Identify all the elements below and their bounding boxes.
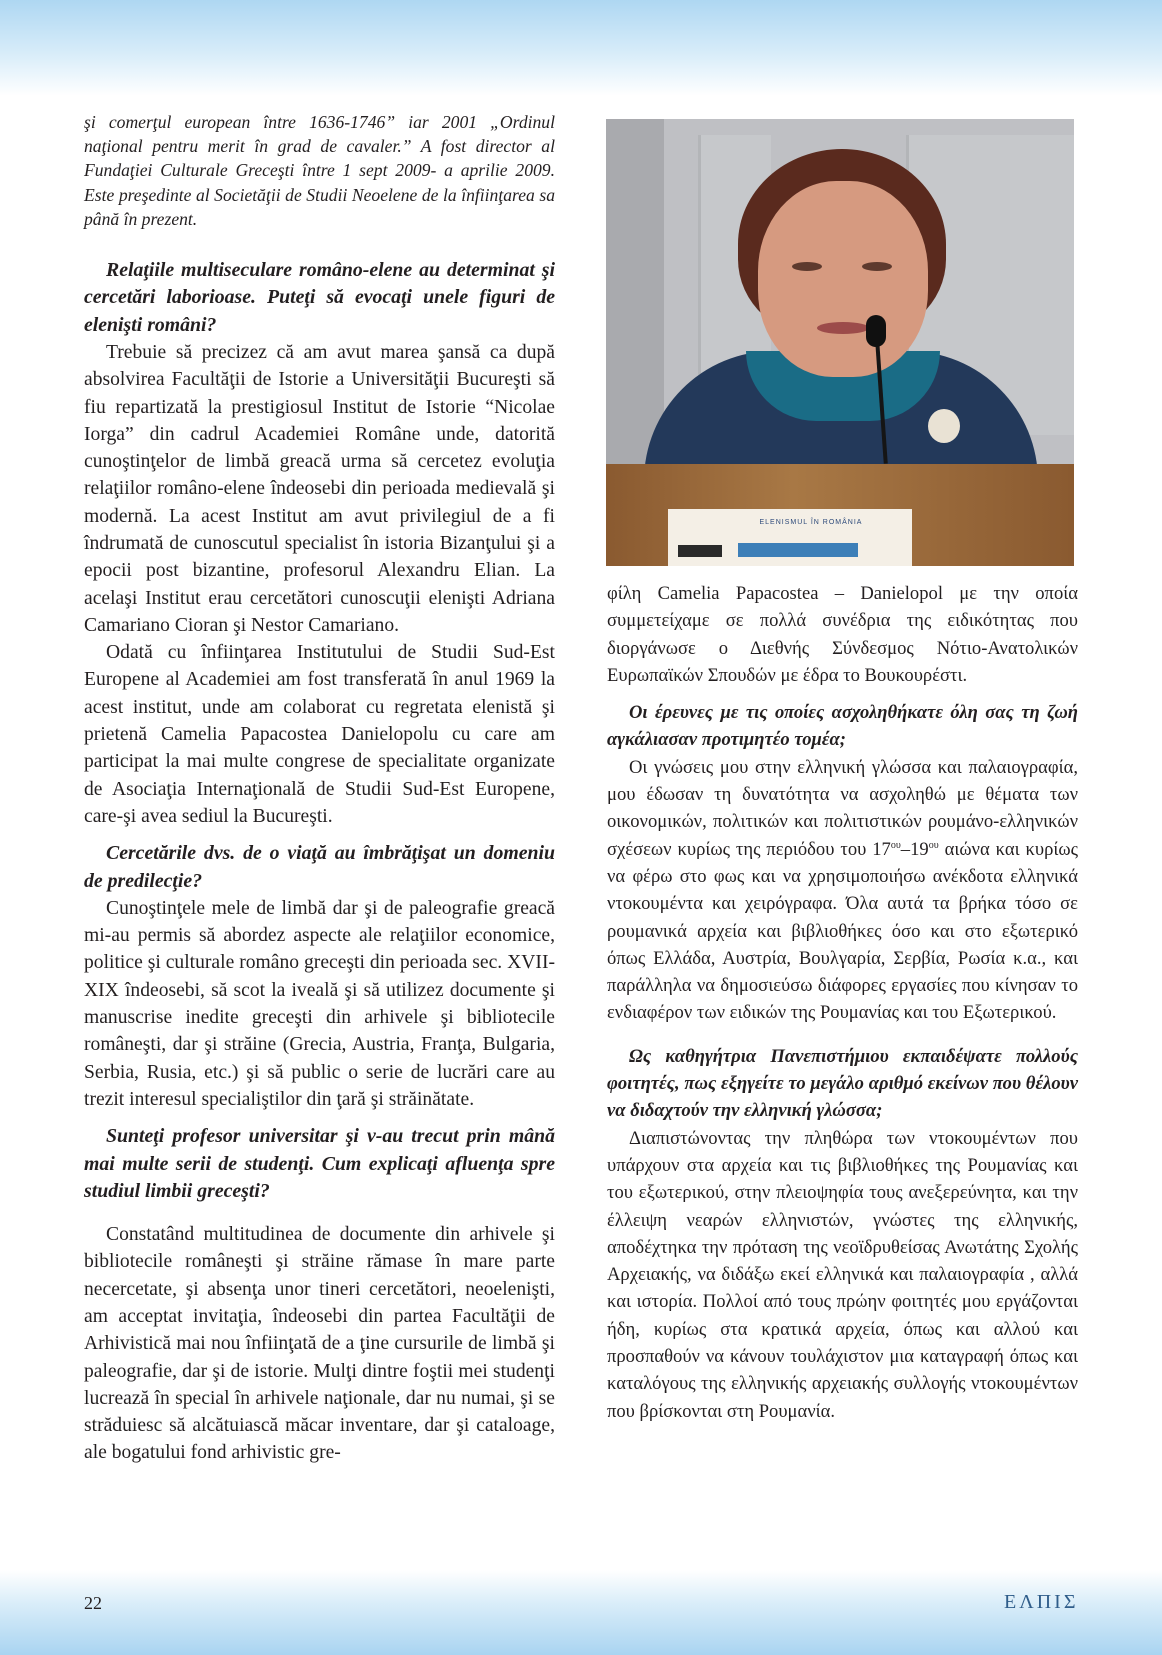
speaker-photo xyxy=(606,119,1074,566)
ordinal-superscript: ου xyxy=(928,839,939,851)
question-1: Relaţiile multiseculare româno-elene au determinat şi cercetări laborioase. Puteţi să evocaţi unele figuri de elenişti români? xyxy=(84,259,555,336)
photo-brooch xyxy=(928,409,960,443)
greek-answer-1-paragraph xyxy=(607,754,1078,1027)
photo-eye xyxy=(862,262,892,271)
answer-3-paragraph: Constatând multitudinea de documente din arhivele şi bibliotecile româneşti şi străine rămase în mare parte necercetate, şi absenţa unor tineri cercetători, neoelenişti, am acceptat invitaţia, îndeosebi din partea Facultăţii de Arhivistică mai nou înfiinţată de a ţine cursurile de limbă şi paleografie, dar şi de istorie. Mulţi dintre foştii mei studenţi lucrează în special în arhivele naţionale, dar nu numai, şi se străduiesc să alcătuiască măcar inventare, dar şi cataloage, ale bogatului fond arhivistic gre- xyxy=(84,1224,555,1464)
microphone-icon xyxy=(866,315,886,347)
question-3: Sunteţi profesor universitar şi v-au trecut prin mână mai multe serii de studenţi. Cum explicaţi afluenţa spre studiul limbii greceşti? xyxy=(84,1125,555,1202)
ordinal-superscript: ου xyxy=(890,839,901,851)
greek-continuation-paragraph: φίλη Camelia Papacostea – Danielopol με την οποία συμμετείχαμε σε πολλά συνέδρια της ειδικότητας που διοργάνωσε ο Διεθνής Σύνδεσμος Νότιο-Ανατολικών Ευρωπαϊκών Σπουδών με έδρα το Βουκουρέστι. xyxy=(607,583,1078,686)
photo-mouth xyxy=(817,322,869,334)
greek-question-1: Οι έρευνες με τις οποίες ασχοληθήκατε όλη σας τη ζωή αγκάλιασαν προτιμητέο τομέα; xyxy=(607,702,1078,751)
poster-dark-block xyxy=(678,545,722,557)
intro-paragraph: şi comerţul european între 1636-1746” iar 2001 „Ordinul naţional pentru merit în grad de cavaler.” A fost director al Fundaţiei Culturale Greceşti între 1 sept 2009- a aprilie 2009. Este preşedinte al Societăţii de Studii Neoelene de la înfiinţarea sa până în prezent. xyxy=(84,112,555,229)
footer-gradient-band xyxy=(0,1570,1162,1655)
left-column xyxy=(84,110,555,1467)
poster-text: ELENISMUL ÎN ROMÂNIA xyxy=(759,519,863,526)
header-gradient-band xyxy=(0,0,1162,96)
photo-eye xyxy=(792,262,822,271)
greek-question-2: Ως καθηγήτρια Πανεπιστήμιου εκπαιδέψατε πολλούς φοιτητές, πως εξηγείτε το μεγάλο αριθμό εκείνων που θέλουν να διδαχτούν την ελληνική γλώσσα; xyxy=(607,1045,1078,1122)
greek-answer-1-part-a: Οι γνώσεις μου στην ελληνική γλώσσα και παλαιογραφία, μου έδωσαν τη δυνατότητα να ασχοληθώ με θέματα των οικονομικών, πολιτικών και πολιτιστικών ρουμάνο-ελληνικών σχέσεων κυρίως της περιόδου του 17 xyxy=(607,756,1078,860)
answer-2-paragraph: Cunoştinţele mele de limbă dar şi de paleografie greacă mi-au permis să abordez aspecte ale relaţiilor economice, politice şi culturale româno greceşti din perioada sec. XVII-XIX îndeosebi, să scot la iveală şi să utilizez documente şi manuscrise inedite greceşti din arhivele şi bibliotecile româneşti, dar şi străine (Grecia, Austria, Franţa, Bulgaria, Serbia, Rusia, etc.) şi să public o serie de lucrări care au trezit interesul specialiştilor din ţară şi străinătate. xyxy=(84,897,555,1110)
photo-speaker-face xyxy=(758,181,928,377)
question-2: Cercetările dvs. de o viaţă au îmbrăţişat un domeniu de predilecţie? xyxy=(84,842,555,892)
poster-blue-block xyxy=(738,543,858,557)
page-number: 22 xyxy=(84,1593,102,1613)
right-column xyxy=(607,580,1078,1425)
greek-answer-1-part-b: –19 xyxy=(900,838,929,860)
answer-1-paragraph-2: Odată cu înfiinţarea Institutului de Studii Sud-Est Europene al Academiei am fost transferată în anul 1969 la acest institut, unde am colaborat cu regretata elenistă şi prietenă Camelia Papacostea Danielopolu cu care am participat la mai multe congrese de specialitate organizate de Asociaţia Internaţională de Studii Sud-Est Europene, care-şi avea sediul la Bucureşti. xyxy=(84,642,555,827)
greek-answer-2-paragraph: Διαπιστώνοντας την πληθώρα των ντοκουμέντων που υπάρχουν στα αρχεία και τις βιβλιοθήκες της Ρουμανίας και του εξωτερικού, στην πλειοψηφία τους ανεξερεύνητα, και την έλλειψη νεαρών ελληνιστών, γνώστες της ελληνικής, αποδέχτηκα την πρόταση της νεοϊδρυθείσας Ανωτάτης Σχολής Αρχειακής, να διδάξω εκεί ελληνικά και παλαιογραφία , αλλά και ιστορία. Πολλοί από τους πρώην φοιτητές μου εργάζονται ήδη, κυρίως στα κρατικά αρχεία, όπως και αλλού και προσπαθούν να κάνουν τουλάχιστον μια καταγραφή όπως και καταλόγους της ελληνικής αρχειακής συλλογής ντοκουμέντων που βρίσκονται στη Ρουμανία. xyxy=(607,1127,1078,1422)
greek-answer-1-part-c: αιώνα και κυρίως να φέρω στο φως και να χρησιμοποιήσω ανέκδοτα ελληνικά ντοκουμέντα και χειρόγραφα. Όλα αυτά τα βρήκα τόσο σε ρουμανικά αρχεία και βιβλιοθήκες όσο και στο εξωτερικό όπως Ελλάδα, Αυστρία, Βουλγαρία, Σερβία, Ρωσία κ.α., και παράλληλα να δημοσιεύσω διάφορες εργασίες που κίνησαν το ενδιαφέρον των ειδικών της Ρουμανίας και του Εξωτερικού. xyxy=(607,838,1078,1024)
answer-1-paragraph-1: Trebuie să precizez că am avut marea şansă ca după absolvirea Facultăţii de Istorie a Universităţii Bucureşti să fiu repartizată la prestigiosul Institut de Istorie “Nicolae Iorga” din cadrul Academiei Române unde, datorită cunoştinţelor de limbă greacă urma să cercetez evoluţia relaţiilor româno-elene îndeosebi din perioada medievală şi modernă. La acest Institut am avut privilegiul de a fi îndrumată de cunoscutul specialist în istoria Bizanţului şi a epocii post bizantine, profesorul Alexandru Elian. La acelaşi Institut erau cercetători cunoscuţii elenişti Adriana Camariano Cioran şi Nestor Camariano. xyxy=(84,341,555,636)
magazine-title: ΕΛΠΙΣ xyxy=(1004,1591,1079,1613)
podium-poster xyxy=(668,509,912,566)
